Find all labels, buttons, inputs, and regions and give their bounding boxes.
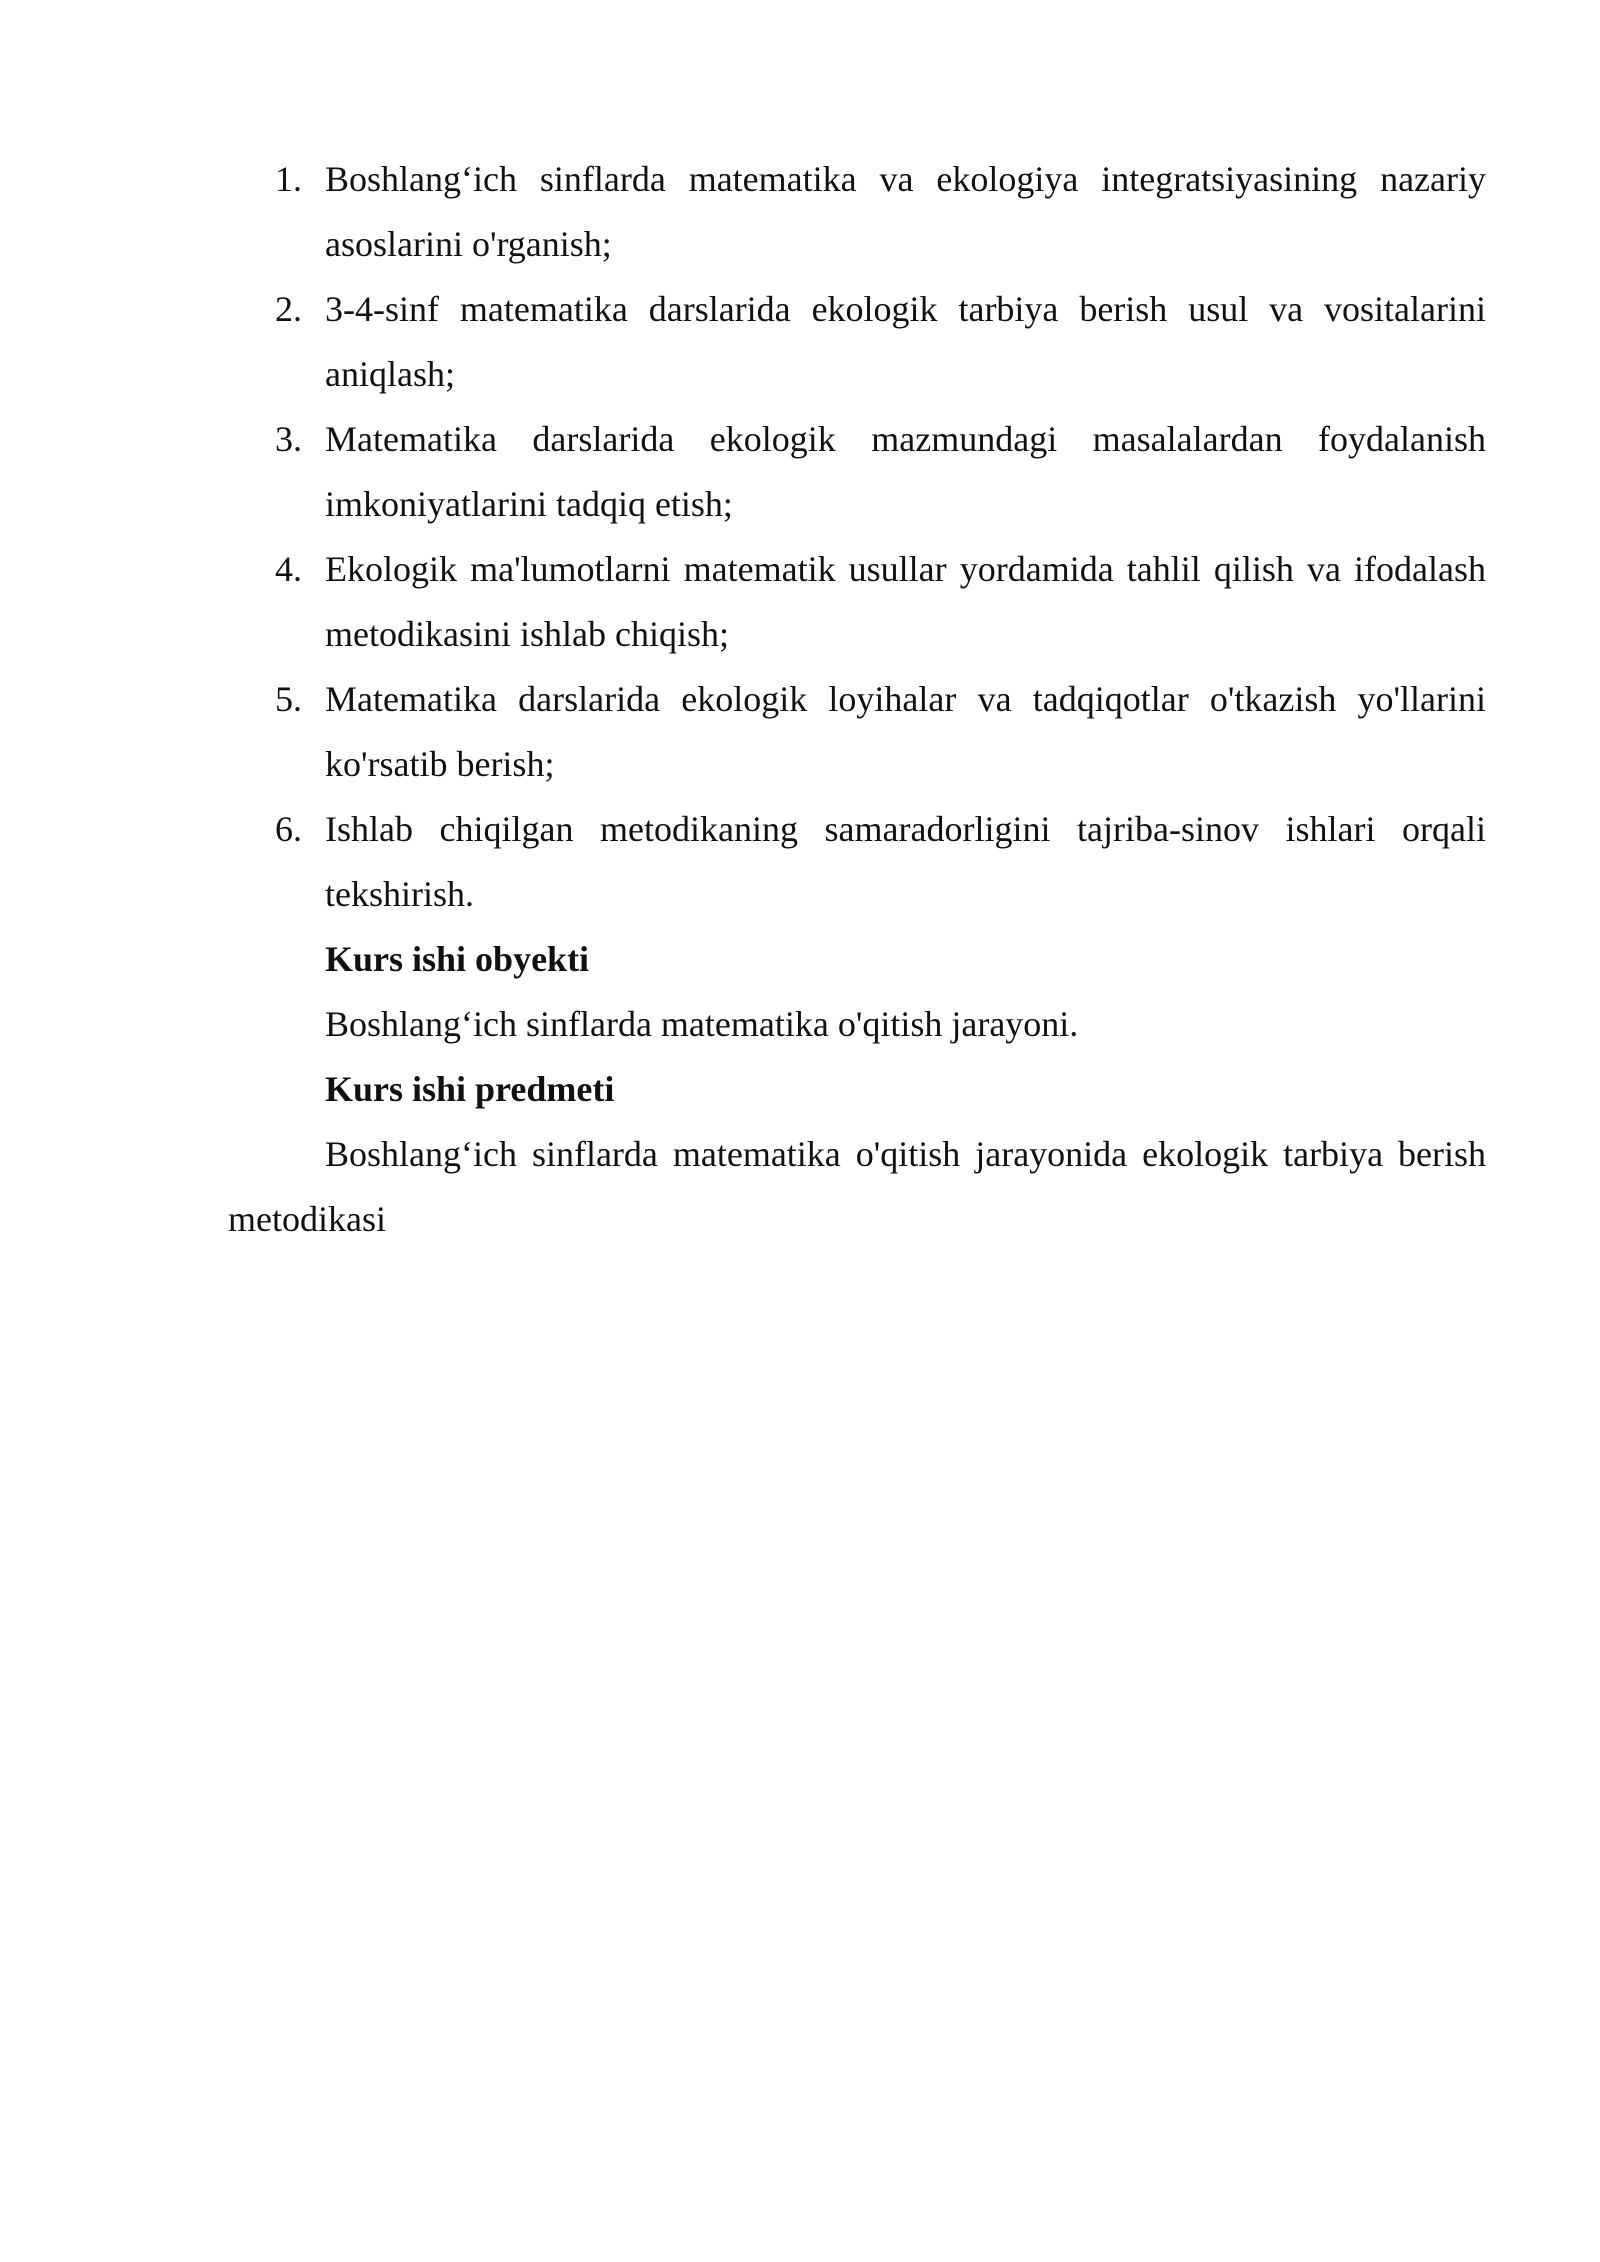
list-item-text: Ishlab chiqilgan metodikaning samaradorligini tajriba-sinov ishlari orqali tekshirish. [325, 809, 1486, 914]
list-item-text: 3-4-sinf matematika darslarida ekologik tarbiya berish usul va vositalarini aniqlash; [325, 289, 1486, 394]
list-item-number: 4. [275, 549, 302, 589]
list-item-number: 5. [275, 679, 302, 719]
list-item [228, 277, 1486, 407]
object-text: Boshlang‘ich sinflarda matematika o'qitish jarayoni. [325, 1004, 1079, 1044]
list-item [228, 537, 1486, 667]
subject-text: Boshlang‘ich sinflarda matematika o'qitish jarayonida ekologik tarbiya berish metodikasi [228, 1134, 1486, 1239]
list-item-text: Matematika darslarida ekologik mazmundagi masalalardan foydalanish imkoniyatlarini tadqiq etish; [325, 419, 1486, 524]
list-item [228, 797, 1486, 927]
object-heading: Kurs ishi obyekti [325, 939, 590, 979]
list-item [228, 147, 1486, 277]
list-item-text: Ekologik ma'lumotlarni matematik usullar yordamida tahlil qilish va ifodalash metodikasini ishlab chiqish; [325, 549, 1486, 654]
list-item-number: 6. [275, 809, 302, 849]
page-content [228, 147, 1486, 1252]
list-item-number: 3. [275, 419, 302, 459]
task-list [228, 147, 1486, 927]
list-item-text: Matematika darslarida ekologik loyihalar va tadqiqotlar o'tkazish yo'llarini ko'rsatib berish; [325, 679, 1486, 784]
list-item [228, 667, 1486, 797]
list-item-text: Boshlang‘ich sinflarda matematika va ekologiya integratsiyasining nazariy asoslarini o'rganish; [325, 159, 1486, 264]
list-item-number: 2. [275, 289, 302, 329]
subject-heading: Kurs ishi predmeti [325, 1069, 615, 1109]
list-item [228, 407, 1486, 537]
list-item-number: 1. [275, 159, 302, 199]
